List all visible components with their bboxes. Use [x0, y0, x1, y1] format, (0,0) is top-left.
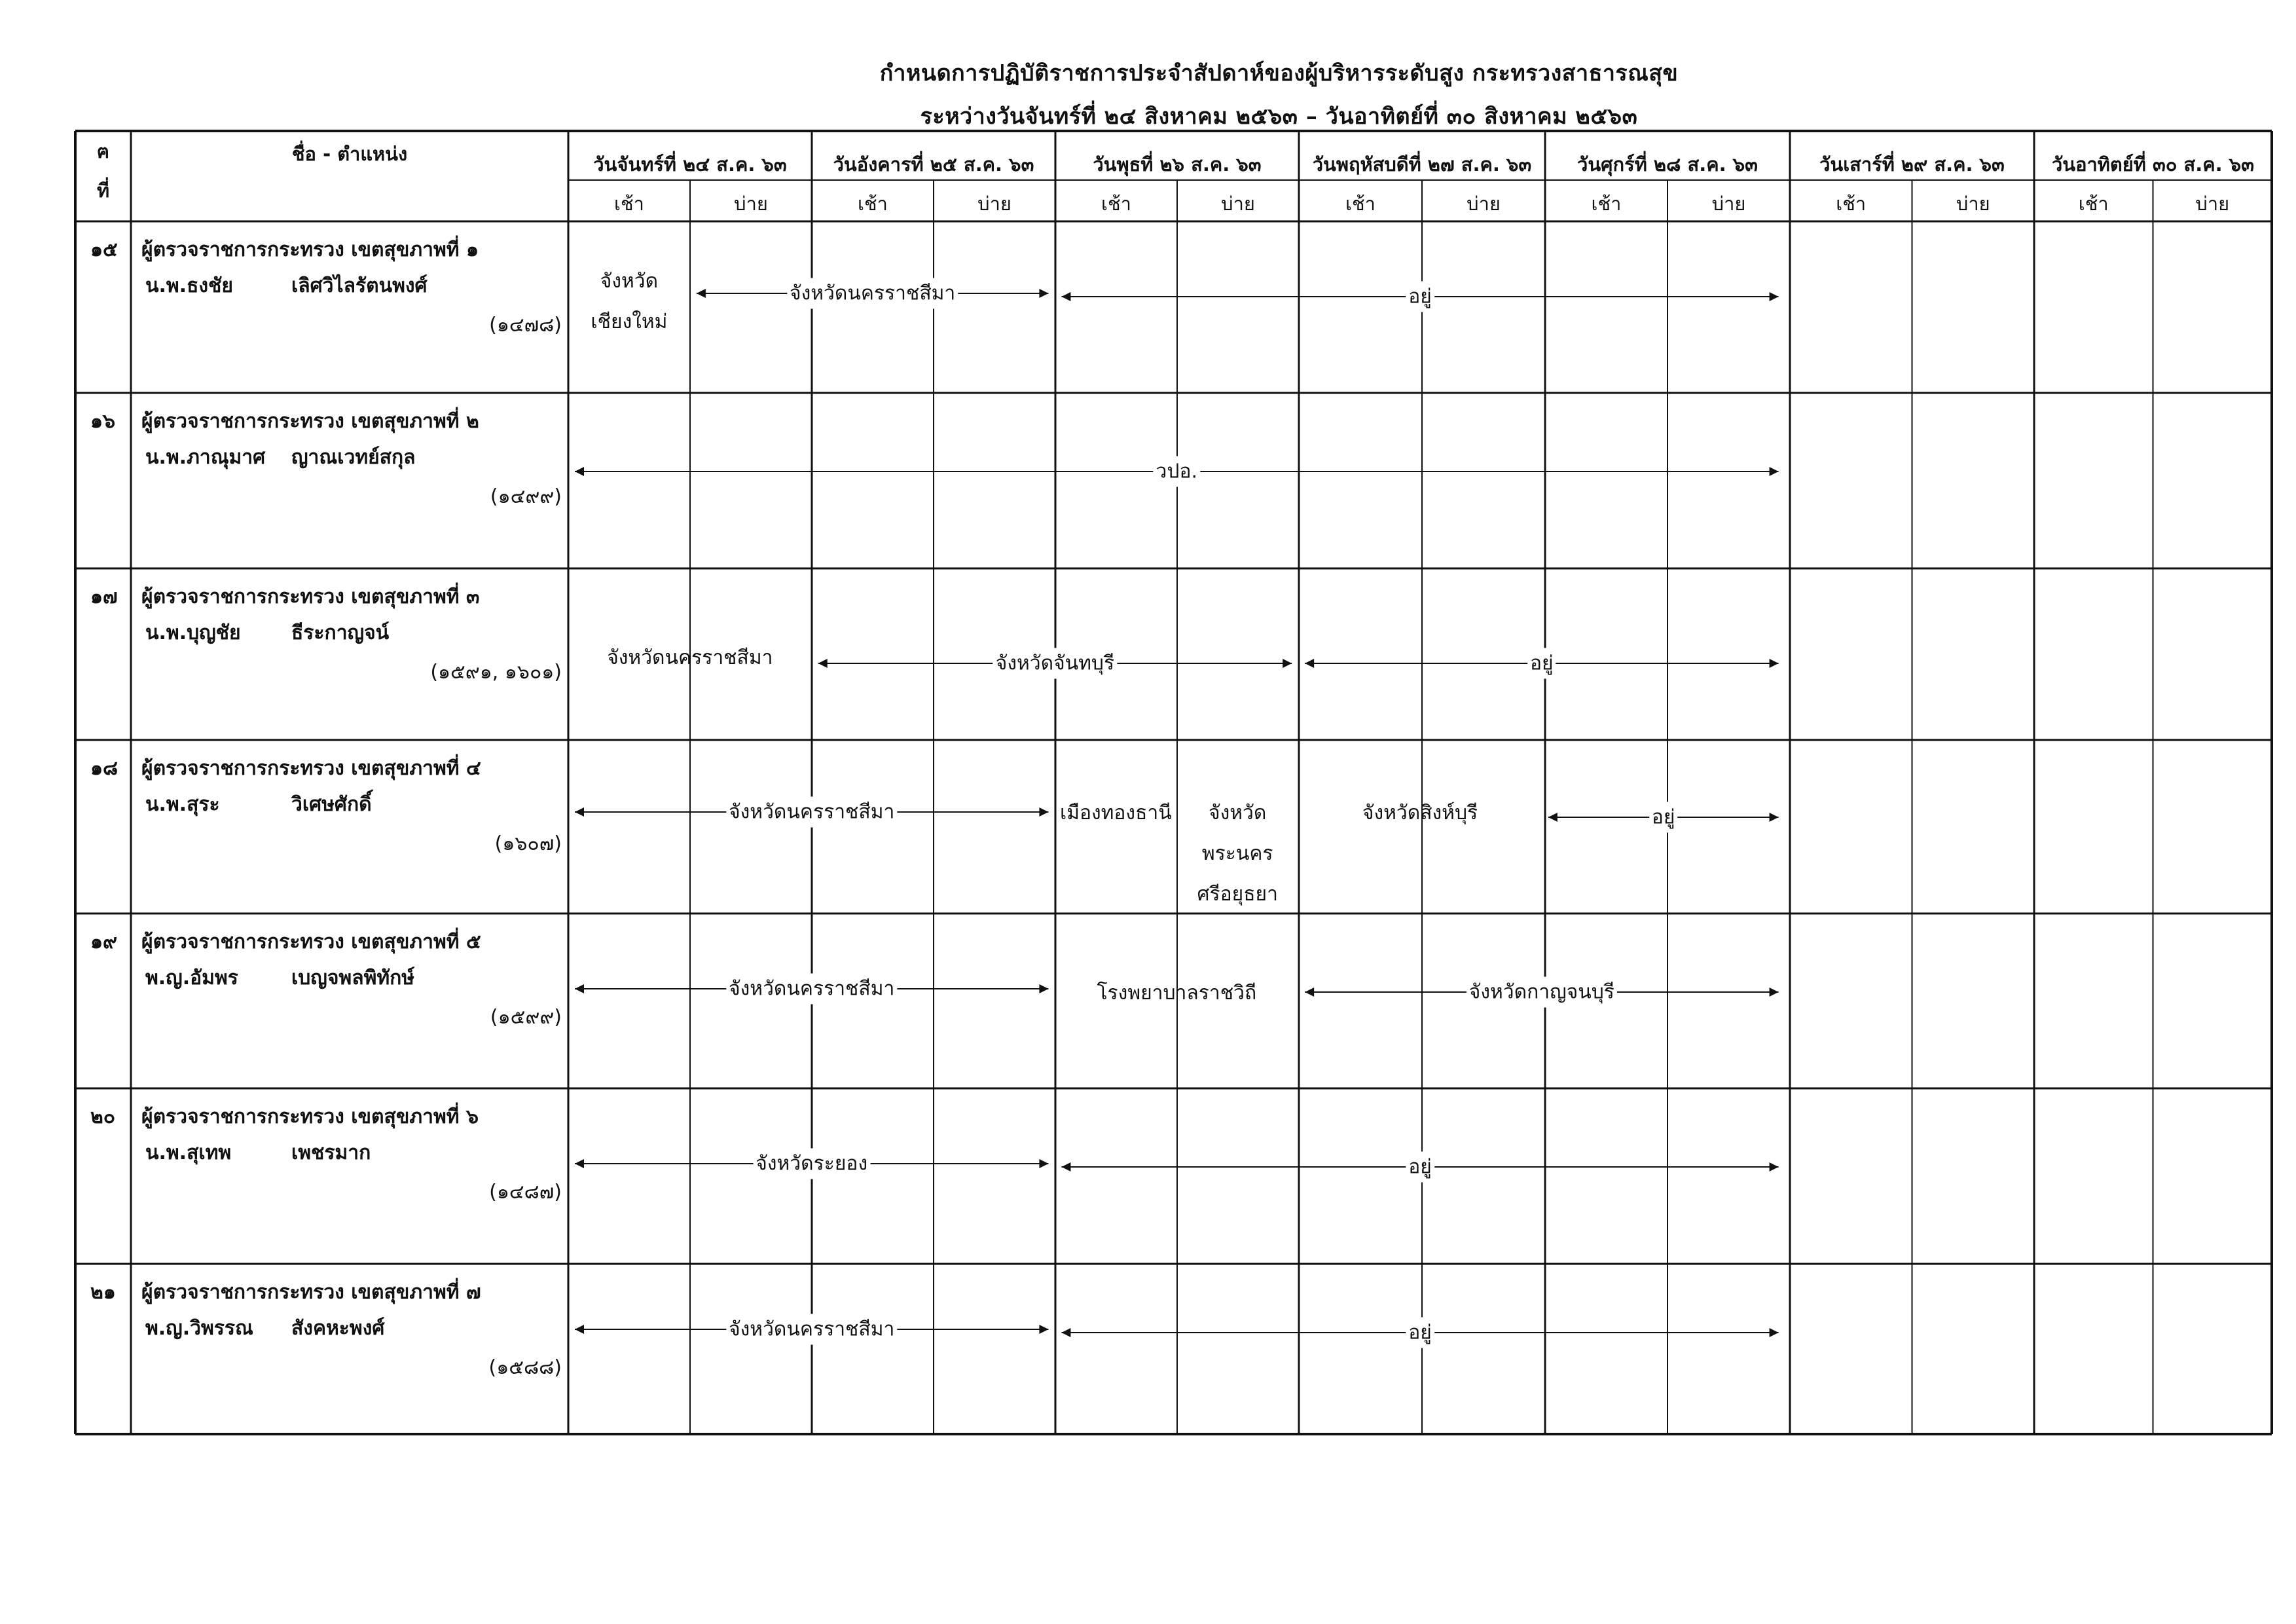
arrow-head-right: [1770, 1328, 1779, 1337]
header-afternoon: บ่าย: [1711, 193, 1746, 215]
header-afternoon: บ่าย: [1221, 193, 1255, 215]
schedule-location: โรงพยาบาลราชวิถี: [1097, 982, 1257, 1005]
header-day: วันศุกร์ที่ ๒๘ ส.ค. ๖๓: [1577, 153, 1758, 175]
row-name: น.พ.บุญชัย: [145, 621, 241, 644]
header-no-label: ที่: [96, 179, 110, 202]
header-afternoon: บ่าย: [734, 193, 768, 215]
document-title: กำหนดการปฏิบัติราชการประจำสัปดาห์ของผู้บริหารระดับสูง กระทรวงสาธารณสุข: [879, 60, 1679, 86]
row-number: ๒๑: [90, 1281, 116, 1304]
row-surname: สังคหะพงศ์: [291, 1317, 385, 1340]
schedule-location: จังหวัดจันทบุรี: [993, 648, 1117, 679]
row-name: น.พ.ภาณุมาศ: [145, 446, 266, 469]
schedule-location: พระนคร: [1201, 842, 1273, 865]
row-surname: วิเศษศักดิ์: [291, 793, 372, 816]
document-date-range: ระหว่างวันจันทร์ที่ ๒๔ สิงหาคม ๒๕๖๓ – วันอาทิตย์ที่ ๓๐ สิงหาคม ๒๕๖๓: [920, 103, 1638, 130]
arrow-head-left: [575, 467, 584, 476]
header-day: วันอาทิตย์ที่ ๓๐ ส.ค. ๖๓: [2051, 153, 2255, 175]
header-afternoon: บ่าย: [2195, 193, 2230, 215]
arrow-head-left: [1061, 1162, 1070, 1172]
row-name: น.พ.สุระ: [145, 793, 220, 816]
header-morning: เช้า: [614, 193, 644, 215]
arrow-head-right: [1770, 659, 1779, 668]
arrow-head-left: [818, 659, 828, 668]
row-extension: (๑๔๘๗): [489, 1181, 562, 1204]
arrow-head-right: [1770, 987, 1779, 997]
header-morning: เช้า: [2078, 193, 2109, 215]
header-afternoon: บ่าย: [1467, 193, 1501, 215]
header-morning: เช้า: [1345, 193, 1376, 215]
row-number: ๑๕: [90, 238, 118, 261]
schedule-location: จังหวัดนครราชสีมา: [787, 278, 958, 309]
row-number: ๑๗: [90, 585, 118, 608]
arrow-head-right: [1039, 984, 1048, 993]
row-name: พ.ญ.อัมพร: [145, 967, 238, 989]
schedule-location: เมืองทองธานี: [1059, 802, 1172, 824]
arrow-head-left: [1061, 292, 1070, 301]
arrow-head-left: [1305, 987, 1314, 997]
row-number: ๑๖: [90, 410, 116, 433]
arrow-head-left: [1305, 659, 1314, 668]
schedule-location: จังหวัด: [1209, 802, 1267, 824]
schedule-location: ศรีอยุธยา: [1197, 883, 1278, 906]
schedule-location: จังหวัด: [600, 270, 659, 293]
header-day: วันเสาร์ที่ ๒๙ ส.ค. ๖๓: [1819, 153, 2005, 175]
arrow-head-right: [1039, 807, 1048, 817]
header-morning: เช้า: [1836, 193, 1867, 215]
header-morning: เช้า: [1101, 193, 1131, 215]
arrow-head-left: [1548, 813, 1558, 822]
header-afternoon: บ่าย: [977, 193, 1011, 215]
header-no-symbol: ฅ: [96, 140, 110, 162]
schedule-location: อยู่: [1649, 802, 1678, 833]
header-morning: เช้า: [1591, 193, 1622, 215]
schedule-location: จังหวัดสิงห์บุรี: [1362, 802, 1478, 824]
schedule-location: จังหวัดกาญจนบุรี: [1467, 977, 1617, 1008]
schedule-location: วปอ.: [1154, 456, 1200, 487]
arrow-head-left: [575, 1159, 584, 1168]
row-extension: (๑๔๙๙): [490, 485, 562, 508]
header-morning: เช้า: [858, 193, 888, 215]
header-day: วันจันทร์ที่ ๒๔ ส.ค. ๖๓: [593, 153, 787, 175]
row-surname: เบญจพลพิทักษ์: [291, 967, 415, 989]
row-name: น.พ.ธงชัย: [145, 274, 233, 297]
row-position: ผู้ตรวจราชการกระทรวง เขตสุขภาพที่ ๓: [141, 585, 480, 608]
row-position: ผู้ตรวจราชการกระทรวง เขตสุขภาพที่ ๒: [141, 410, 479, 433]
row-position: ผู้ตรวจราชการกระทรวง เขตสุขภาพที่ ๔: [141, 757, 481, 780]
arrow-head-left: [575, 984, 584, 993]
row-surname: ญาณเวทย์สกุล: [291, 446, 416, 469]
row-extension: (๑๖๐๗): [494, 832, 562, 855]
arrow-head-left: [1061, 1328, 1070, 1337]
header-name-position: ชื่อ - ตำแหน่ง: [291, 143, 408, 165]
row-extension: (๑๕๙๑, ๑๖๐๑): [430, 661, 562, 684]
schedule-location: จังหวัดนครราชสีมา: [726, 797, 897, 828]
row-number: ๑๘: [90, 757, 118, 780]
row-surname: เพชรมาก: [291, 1141, 371, 1164]
arrow-head-right: [1770, 292, 1779, 301]
arrow-head-right: [1770, 813, 1779, 822]
arrow-head-right: [1039, 289, 1048, 298]
schedule-location: จังหวัดนครราชสีมา: [726, 974, 897, 1005]
row-number: ๒๐: [90, 1105, 116, 1128]
schedule-location: อยู่: [1406, 1152, 1434, 1183]
schedule-location: จังหวัดนครราชสีมา: [726, 1314, 897, 1345]
row-surname: ธีระกาญจน์: [291, 621, 390, 644]
arrow-head-right: [1770, 467, 1779, 476]
header-afternoon: บ่าย: [1956, 193, 1990, 215]
row-position: ผู้ตรวจราชการกระทรวง เขตสุขภาพที่ ๑: [141, 238, 479, 261]
row-surname: เลิศวิไลรัตนพงศ์: [291, 274, 428, 297]
header-day: วันพฤหัสบดีที่ ๒๗ ส.ค. ๖๓: [1312, 153, 1532, 175]
schedule-location: เชียงใหม่: [591, 310, 668, 333]
header-day: วันอังคารที่ ๒๕ ส.ค. ๖๓: [833, 153, 1034, 175]
schedule-location: อยู่: [1406, 282, 1434, 312]
arrow-head-left: [575, 807, 584, 817]
row-position: ผู้ตรวจราชการกระทรวง เขตสุขภาพที่ ๖: [141, 1105, 479, 1128]
arrow-head-left: [697, 289, 706, 298]
schedule-location: จังหวัดระยอง: [753, 1149, 870, 1179]
arrow-head-right: [1770, 1162, 1779, 1172]
row-position: ผู้ตรวจราชการกระทรวง เขตสุขภาพที่ ๕: [141, 931, 481, 953]
row-extension: (๑๕๘๘): [488, 1356, 562, 1379]
row-name: น.พ.สุเทพ: [145, 1141, 232, 1164]
row-position: ผู้ตรวจราชการกระทรวง เขตสุขภาพที่ ๗: [141, 1281, 481, 1304]
row-extension: (๑๕๙๙): [490, 1006, 562, 1029]
row-number: ๑๙: [90, 931, 118, 953]
arrow-head-left: [575, 1325, 584, 1334]
row-name: พ.ญ.วิพรรณ: [145, 1317, 253, 1340]
header-day: วันพุธที่ ๒๖ ส.ค. ๖๓: [1093, 153, 1262, 175]
row-extension: (๑๔๗๘): [489, 314, 562, 337]
schedule-location: อยู่: [1527, 648, 1556, 679]
arrow-head-right: [1039, 1159, 1048, 1168]
schedule-location: จังหวัดนครราชสีมา: [607, 646, 773, 669]
arrow-head-right: [1283, 659, 1292, 668]
arrow-head-right: [1039, 1325, 1048, 1334]
schedule-location: อยู่: [1406, 1318, 1434, 1348]
